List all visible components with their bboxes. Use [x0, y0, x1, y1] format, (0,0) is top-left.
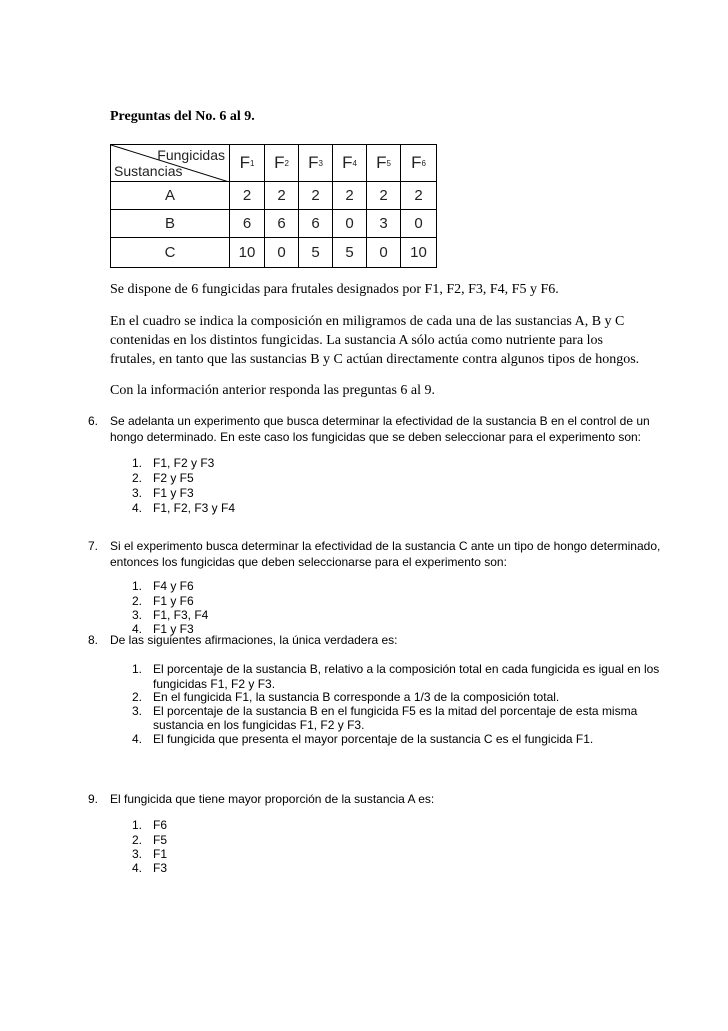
column-header-f5: F 5 — [366, 145, 400, 182]
option-text: F1 y F3 — [153, 622, 194, 636]
table-cell: 0 — [400, 210, 436, 238]
question-text-line: Si el experimento busca determinar la efectividad de la sustancia C ante un tipo de hongo determinado, — [110, 539, 661, 553]
option-text: F3 — [153, 861, 168, 875]
question-number: 7. — [88, 539, 99, 553]
option-number: 3. — [132, 847, 143, 861]
column-header-f6: F 6 — [400, 145, 436, 182]
composition-table — [110, 144, 437, 268]
option-number: 3. — [132, 486, 143, 500]
table-cell: 2 — [366, 182, 400, 210]
question-text-line: De las siguientes afirmaciones, la única verdadera es: — [110, 633, 398, 647]
option-number: 2. — [132, 594, 143, 608]
option-text: El porcentaje de la sustancia B, relativo a la composición total en cada fungicida es igual en los — [153, 662, 660, 676]
column-header-f2: F 2 — [264, 145, 298, 182]
option-text: El porcentaje de la sustancia B en el fungicida F5 es la mitad del porcentaje de esta misma — [153, 704, 638, 718]
option-number: 3. — [132, 608, 143, 622]
row-axis-label: Sustancias — [114, 163, 183, 179]
table-cell: 6 — [298, 210, 332, 238]
intro-paragraph-2-line-2: contenidas en los distintos fungicidas. La sustancia A sólo actúa como nutriente para los — [110, 333, 604, 348]
column-header-f1: F 1 — [229, 145, 264, 182]
intro-paragraph-2-line-1: En el cuadro se indica la composición en miligramos de cada una de las sustancias A, B y C — [110, 314, 625, 329]
intro-paragraph-3: Con la información anterior responda las preguntas 6 al 9. — [110, 383, 436, 398]
option-number: 4. — [132, 501, 143, 515]
question-number: 9. — [88, 792, 99, 806]
question-number: 8. — [88, 633, 99, 647]
option-text: F4 y F6 — [153, 579, 194, 593]
option-text: En el fungicida F1, la sustancia B corresponde a 1/3 de la composición total. — [153, 690, 560, 704]
option-text: F1, F2, F3 y F4 — [153, 501, 236, 515]
option-text: F1, F3, F4 — [153, 608, 209, 622]
table-cell: 2 — [229, 182, 264, 210]
option-text: F1, F2 y F3 — [153, 456, 215, 470]
section-heading: Preguntas del No. 6 al 9. — [110, 109, 255, 124]
row-label-a: A — [111, 182, 229, 210]
table-cell: 6 — [264, 210, 298, 238]
option-number: 1. — [132, 579, 143, 593]
table-cell: 3 — [366, 210, 400, 238]
option-text: F1 — [153, 847, 168, 861]
question-text-line: Se adelanta un experimento que busca determinar la efectividad de la sustancia B en el control de un — [110, 414, 650, 428]
question-text-line: hongo determinado. En este caso los fungicidas que se deben seleccionar para el experimento son: — [110, 430, 642, 444]
table-cell: 5 — [298, 238, 332, 267]
intro-paragraph-2-line-3: frutales, en tanto que las sustancias B y C actúan directamente contra algunos tipos de hongos. — [110, 352, 640, 367]
column-axis-label: Fungicidas — [157, 147, 225, 163]
question-text-line: El fungicida que tiene mayor proporción de la sustancia A es: — [110, 792, 435, 806]
option-number: 2. — [132, 833, 143, 847]
option-number: 4. — [132, 861, 143, 875]
table-cell: 6 — [229, 210, 264, 238]
intro-paragraph-1: Se dispone de 6 fungicidas para frutales designados por F1, F2, F3, F4, F5 y F6. — [110, 282, 559, 297]
table-cell: 2 — [298, 182, 332, 210]
option-text: F1 y F6 — [153, 594, 194, 608]
option-text: fungicidas F1, F2 y F3. — [153, 677, 276, 691]
table-cell: 0 — [264, 238, 298, 267]
table-cell: 5 — [332, 238, 366, 267]
option-text: F5 — [153, 833, 168, 847]
option-text: sustancia en los fungicidas F1, F2 y F3. — [153, 718, 365, 732]
column-header-f3: F 3 — [298, 145, 332, 182]
table-cell: 2 — [264, 182, 298, 210]
table-cell: 2 — [400, 182, 436, 210]
option-number: 1. — [132, 818, 143, 832]
option-number: 4. — [132, 622, 143, 636]
table-cell: 0 — [332, 210, 366, 238]
question-text-line: entonces los fungicidas que deben seleccionarse para el experimento son: — [110, 555, 507, 569]
table-cell: 10 — [400, 238, 436, 267]
table-cell: 2 — [332, 182, 366, 210]
table-cell: 0 — [366, 238, 400, 267]
option-text: F2 y F5 — [153, 471, 194, 485]
option-text: F1 y F3 — [153, 486, 194, 500]
option-number: 1. — [132, 456, 143, 470]
column-header-f4: F 4 — [332, 145, 366, 182]
option-number: 1. — [132, 662, 143, 676]
option-number: 3. — [132, 704, 143, 718]
row-label-c: C — [164, 244, 176, 261]
question-number: 6. — [88, 414, 99, 428]
option-text: F6 — [153, 818, 168, 832]
table-corner-header — [111, 145, 229, 182]
option-number: 2. — [132, 690, 143, 704]
option-number: 2. — [132, 471, 143, 485]
row-label-b: B — [111, 210, 229, 238]
table-cell: 10 — [229, 238, 264, 267]
option-number: 4. — [132, 732, 143, 746]
option-text: El fungicida que presenta el mayor porcentaje de la sustancia C es el fungicida F1. — [153, 732, 594, 746]
